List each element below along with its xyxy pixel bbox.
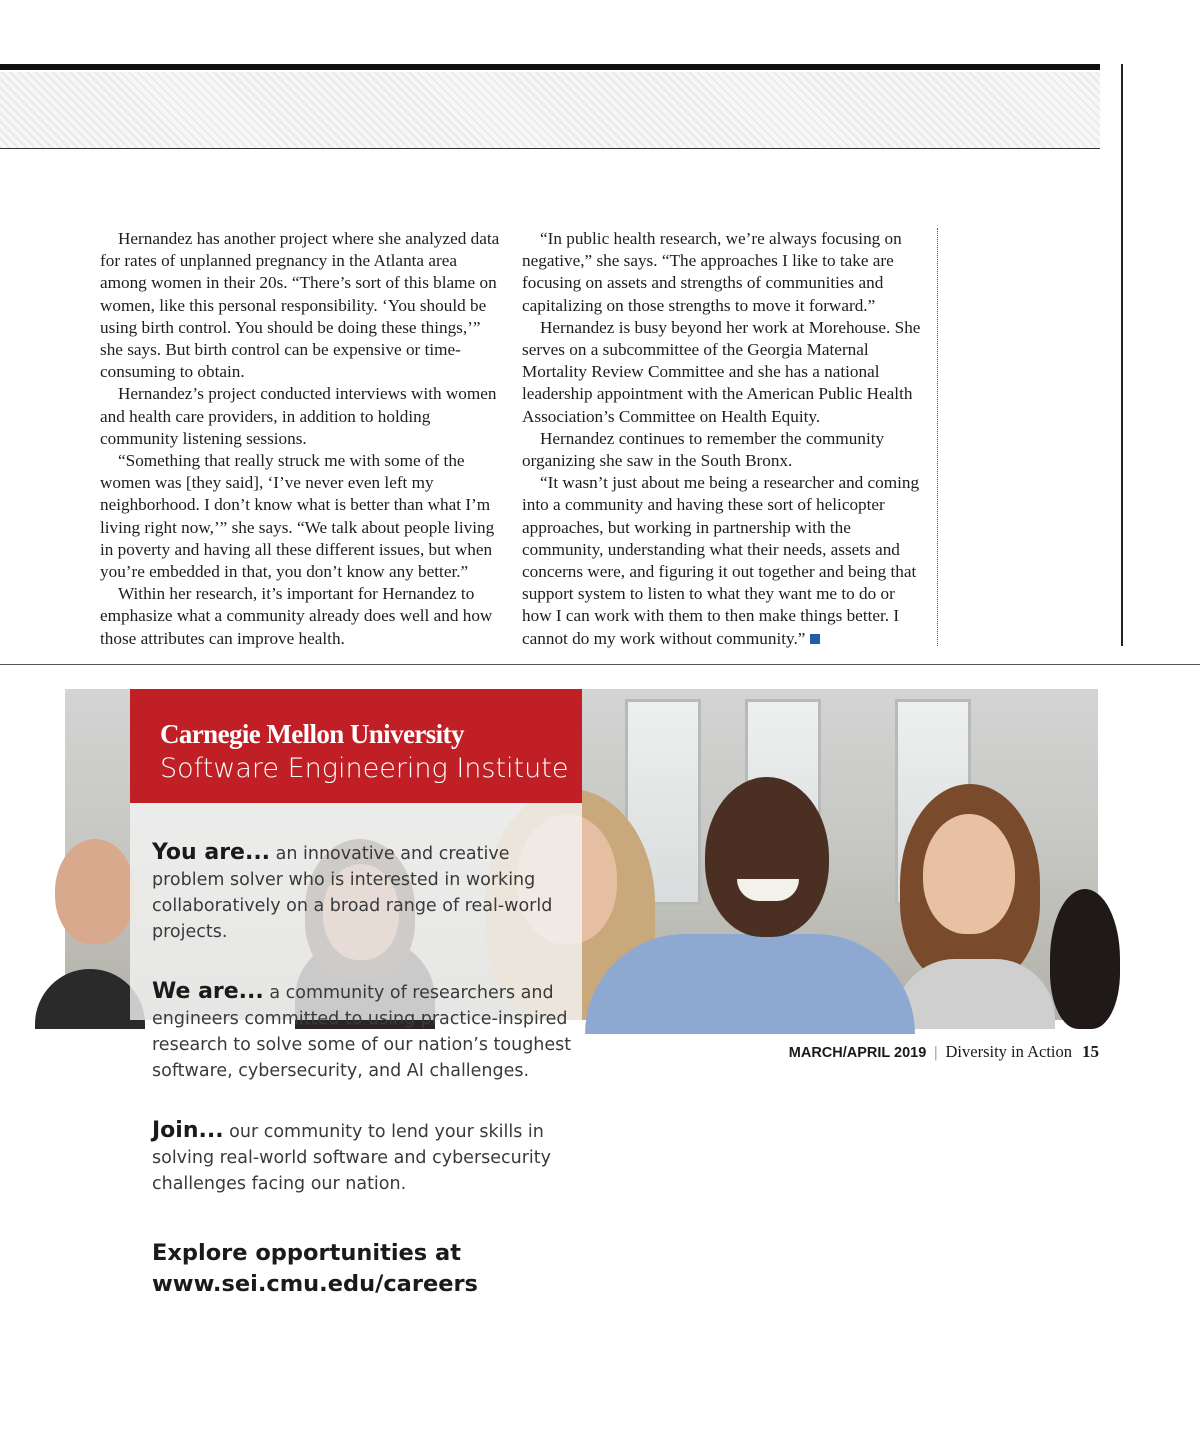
cmu-wordmark: Carnegie Mellon University <box>160 719 464 749</box>
paragraph: “In public health research, we’re always focusing on negative,” she says. “The approaches I like to take are focusing on assets and strengths of communities and capitalizing on those strengths to move it forward.” <box>522 229 902 315</box>
column-dotted-rule <box>937 228 938 646</box>
right-margin-rule <box>1121 64 1123 646</box>
paragraph: Hernandez is busy beyond her work at Morehouse. She serves on a subcommittee of the Georgia Maternal Mortality Review Committee and she has a national leadership appointment with the American Public Health Association’s Committee on Health Equity. <box>522 317 921 426</box>
page-footer <box>789 1042 1099 1062</box>
careers-link[interactable]: www.sei.cmu.edu/careers <box>152 1271 478 1297</box>
join-text: our community to lend your skills in solving real-world software and cybersecurity challenges facing our nation. <box>152 1122 552 1194</box>
header-hatch-band <box>0 72 1100 149</box>
article-right-column <box>522 228 926 650</box>
end-mark-icon <box>810 634 820 644</box>
you-are-block <box>152 840 572 945</box>
header-rule <box>0 64 1100 70</box>
article-left-column <box>100 228 504 650</box>
magazine-name: Diversity in Action <box>945 1042 1072 1061</box>
footer-separator: | <box>934 1044 938 1061</box>
paragraph: “Something that really struck me with some of the women was [they said], ‘I’ve never even left my neighborhood. I don’t know what is better than what I’m living right now,’” she says. “We talk about people living in poverty and having all these different issues, but when you’re embedded in that, you don’t know any better.” <box>100 451 495 582</box>
you-are-lead: You are... <box>152 840 271 865</box>
cta-line: Explore opportunities at <box>152 1240 461 1266</box>
paragraph: Within her research, it’s important for Hernandez to emphasize what a community already does well and how those attributes can improve health. <box>100 584 493 648</box>
you-are-text: an innovative and creative problem solver who is interested in working collaboratively on a broad range of real-world projects. <box>152 844 553 942</box>
join-block <box>152 1118 572 1197</box>
paragraph: Hernandez’s project conducted interviews with women and health care providers, in addition to holding community listening sessions. <box>100 384 497 448</box>
we-are-block <box>152 979 572 1084</box>
paragraph-text: “It wasn’t just about me being a researcher and coming into a community and having these sort of helicopter approaches, but working in partnership with the community, understanding what their needs, assets and concerns were, and figuring it out together and being that support system to listen to what they want me to do or how I can work with them to then make things better. I cannot do my work without community.” <box>522 473 920 648</box>
we-are-lead: We are... <box>152 979 264 1004</box>
ad-red-header <box>130 689 582 803</box>
paragraph: Hernandez has another project where she analyzed data for rates of unplanned pregnancy in the Atlanta area among women in their 20s. “There’s sort of this blame on women, like this personal responsibility. ‘You should be using birth control. You should be doing these things,’” she says. But birth control can be expensive or time-consuming to obtain. <box>100 229 500 382</box>
careers-cta <box>152 1238 572 1300</box>
paragraph-final <box>522 472 926 650</box>
sei-wordmark: Software Engineering Institute <box>160 753 569 784</box>
page-number: 15 <box>1082 1042 1099 1061</box>
join-lead: Join... <box>152 1118 224 1143</box>
we-are-text: a community of researchers and engineers committed to using practice-inspired research to solve some of our nation’s toughest software, cybersecurity, and AI challenges. <box>152 983 572 1081</box>
issue-date: MARCH/APRIL 2019 <box>788 1045 927 1061</box>
section-divider <box>0 664 1200 665</box>
paragraph: Hernandez continues to remember the community organizing she saw in the South Bronx. <box>522 428 885 471</box>
